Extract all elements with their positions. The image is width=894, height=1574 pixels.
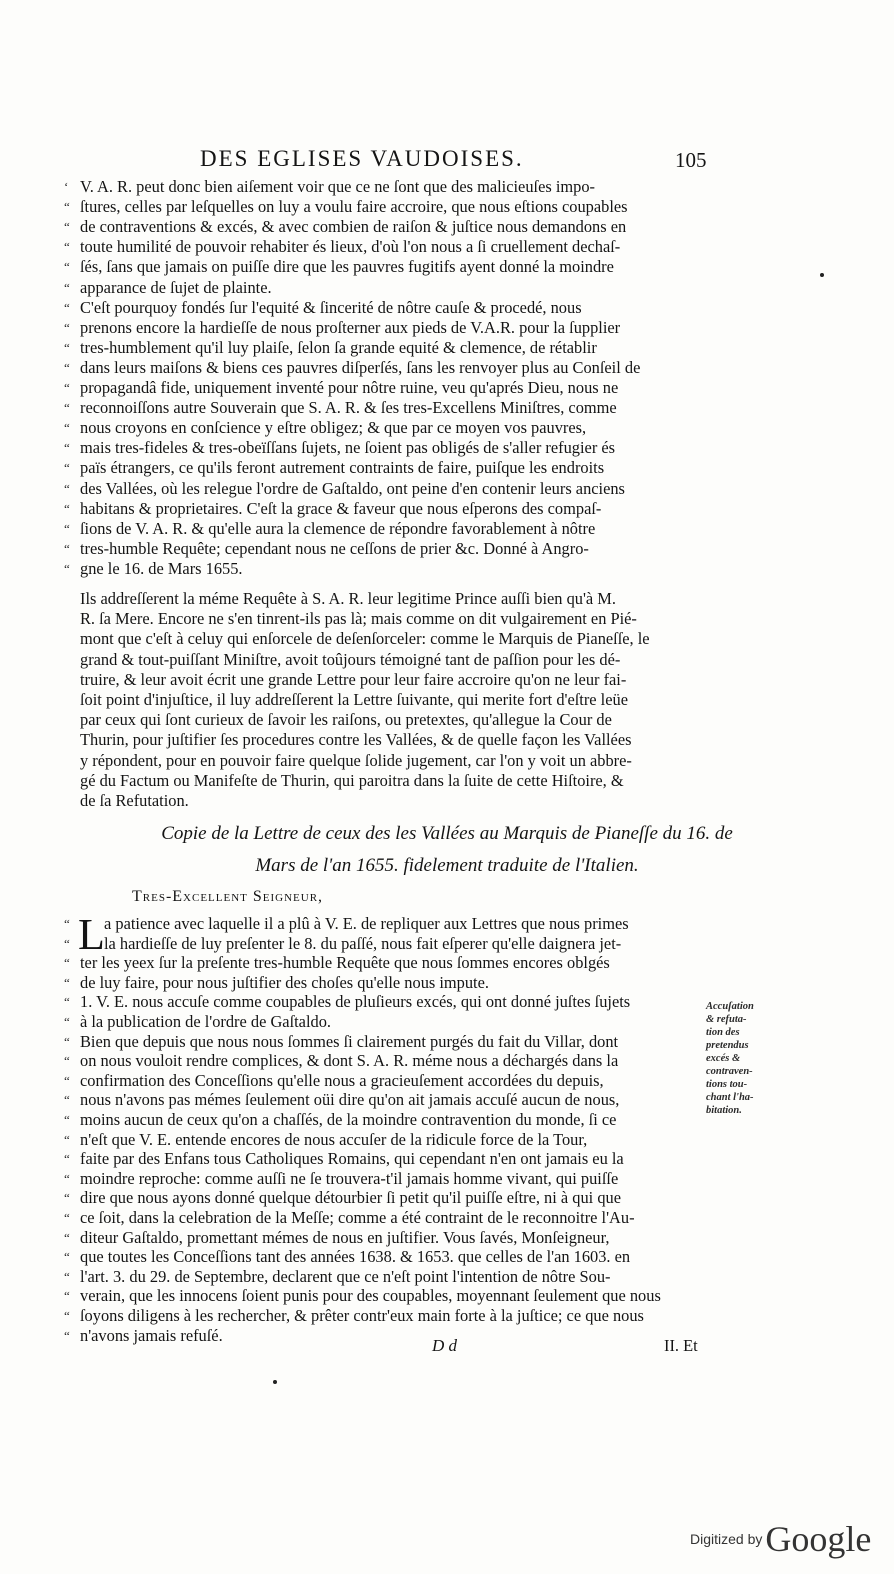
- line-text: dans leurs maiſons & biens ces pauvres diſperſés, ſans les renvoyer plus au Conſeil de: [80, 357, 641, 377]
- quote-mark: “: [64, 460, 70, 476]
- line-text: V. A. R. peut donc bien aiſement voir que ce ne ſont que des malicieuſes impo-: [80, 177, 595, 196]
- quote-mark: “: [64, 1131, 70, 1147]
- quote-mark: “: [64, 935, 70, 951]
- letter-heading-line-2: Mars de l'an 1655. fidelement traduite de l'Italien.: [255, 855, 639, 876]
- quote-mark: “: [64, 359, 70, 375]
- line-text: dire que nous ayons donné quelque détourbier ſi petit qu'il puiſſe eſtre, ni à qui que: [80, 1188, 621, 1208]
- page-number: 105: [675, 148, 707, 172]
- line-text: ſtures, celles par leſquelles on luy a voulu faire accroire, que nous eſtions coupables: [80, 197, 628, 217]
- line-text: païs étrangers, ce qu'ils feront autrement contraints de faire, puiſque les endroits: [80, 458, 605, 478]
- line-text: 1. V. E. nous accuſe comme coupables de pluſieurs excés, qui ont donné juſtes ſujets: [80, 992, 631, 1012]
- quote-mark: “: [64, 259, 70, 275]
- quote-mark: “: [64, 219, 70, 235]
- line-text: a patience avec laquelle il a plû à V. E. de repliquer aux Lettres que nous primes: [104, 914, 629, 933]
- line-text: reconnoiſſons autre Souverain que S. A. R. & ſes tres-Excellens Miniſtres, comme: [80, 398, 617, 418]
- quote-mark: “: [64, 1229, 70, 1245]
- quote-mark: “: [64, 279, 70, 295]
- quote-mark: “: [64, 1053, 70, 1069]
- line-text: tres-humble Requête; cependant nous ne ceſſons de prier &c. Donné à Angro-: [80, 538, 589, 558]
- quote-mark: “: [64, 1268, 70, 1284]
- line-text: on nous vouloit rendre complices, & dont S. A. R. méme nous a déchargés dans la: [80, 1051, 619, 1071]
- margin-note-line: tions tou-: [706, 1079, 748, 1090]
- quote-mark: “: [64, 500, 70, 516]
- quote-mark: “: [64, 1014, 70, 1029]
- line-text: truire, & leur avoit écrit une grande Lettre pour leur faire accroire qu'on ne leur fai-: [80, 669, 627, 689]
- line-text: de ſa Refutation.: [80, 791, 189, 810]
- quote-mark: “: [64, 1151, 70, 1167]
- quote-mark: “: [64, 974, 70, 990]
- quote-mark: “: [64, 1190, 70, 1206]
- watermark-label: Digitized by: [690, 1531, 763, 1547]
- quote-mark: “: [64, 994, 70, 1010]
- margin-note-line: Accuſation: [706, 1001, 754, 1012]
- margin-note-line: pretendus: [706, 1040, 749, 1051]
- line-text: à la publication de l'ordre de Gaſtaldo.: [80, 1012, 331, 1031]
- quote-mark: “: [64, 420, 70, 436]
- line-text: gé du Factum ou Manifeſte de Thurin, qui paroitra dans la ſuite de cette Hiſtoire, &: [80, 770, 624, 790]
- quote-mark: “: [64, 1033, 70, 1049]
- line-text: nous n'avons pas mémes ſeulement oüi dire qu'on ait jamais accuſé aucun de nous,: [80, 1090, 620, 1110]
- margin-note: [706, 1000, 786, 1117]
- line-text: tres-humblement qu'il luy plaiſe, ſelon ſa grande equité & clemence, de rétablir: [80, 337, 597, 357]
- quote-mark: “: [64, 1308, 70, 1323]
- line-text: verain, que les innocens ſoient punis pour des coupables, moyennant ſeulement que nous: [80, 1286, 661, 1306]
- line-text: moins aucun de ceux qu'on a chaſſés, de la moindre contravention du monde, ſi ce: [80, 1110, 617, 1129]
- ink-speck: [820, 273, 824, 277]
- line-text: de luy faire, pour nous juſtifier des choſes qu'elle nous impute.: [80, 972, 489, 992]
- quote-mark: “: [64, 1249, 70, 1265]
- quote-mark: “: [64, 1072, 70, 1088]
- letter-heading-line-1: Copie de la Lettre de ceux des les Vallées au Marquis de Pianeſſe du 16. de: [161, 823, 733, 844]
- quote-mark: “: [64, 1210, 70, 1225]
- quote-mark: “: [64, 480, 70, 496]
- quote-mark: “: [64, 560, 70, 576]
- quote-mark: “: [64, 1170, 70, 1186]
- quote-mark: “: [64, 299, 70, 315]
- line-text: des Vallées, où les relegue l'ordre de Gaſtaldo, ont peine d'en contenir leurs anciens: [80, 478, 625, 498]
- running-title: DES EGLISES VAUDOISES.: [200, 146, 524, 171]
- line-text: Bien que depuis que nous nous ſommes ſi clairement purgés du fait du Villar, dont: [80, 1031, 619, 1051]
- salutation: Tres-Excellent Seigneur,: [132, 888, 324, 905]
- line-text: ſoit point d'injuſtice, il luy addreſſerent la Lettre ſuivante, qui merite fort d'eſtre leüe: [80, 690, 628, 709]
- line-text: y répondent, pour en pouvoir faire quelque ſolide jugement, car l'on y voit un abbre-: [80, 750, 632, 770]
- line-text: de contraventions & excés, & avec combien de raiſon & juſtice nous demandons en: [80, 217, 627, 237]
- ink-speck: [273, 1380, 277, 1384]
- line-text: prenons encore la hardieſſe de nous proſterner aux pieds de V.A.R. pour la ſupplier: [80, 317, 621, 337]
- line-text: confirmation des Conceſſions qu'elle nous a gracieuſement accordées du depuis,: [80, 1070, 604, 1090]
- quote-mark: “: [64, 540, 70, 556]
- quote-mark: “: [64, 400, 70, 416]
- quote-mark: “: [64, 1327, 70, 1343]
- margin-note-line: contraven-: [706, 1066, 753, 1077]
- quote-mark: “: [64, 520, 70, 536]
- line-text: ſés, ſans que jamais on puiſſe dire que les pauvres fugitifs ayent donné la moindre: [80, 257, 614, 277]
- line-text: C'eſt pourquoy fondés ſur l'equité & ſincerité de nôtre cauſe & procedé, nous: [80, 297, 582, 317]
- quote-mark: “: [64, 955, 70, 971]
- quote-mark: “: [64, 239, 70, 255]
- signature-mark: D d: [432, 1336, 458, 1355]
- margin-note-line: chant l'ha-: [706, 1092, 754, 1103]
- line-text: que toutes les Conceſſions tant des années 1638. & 1653. que celles de l'an 1603. en: [80, 1247, 631, 1267]
- line-text: toute humilité de pouvoir rehabiter és lieux, d'où l'on nous a ſi cruellement dechaſ-: [80, 237, 621, 257]
- quote-mark: ‘: [64, 179, 69, 194]
- line-text: n'eſt que V. E. entende encores de nous accuſer de la ridicule force de la Tour,: [80, 1129, 588, 1149]
- line-text: ter les yeex ſur la preſente tres-humble Requête que nous ſommes encores oblgés: [80, 953, 610, 973]
- google-watermark: [690, 1518, 871, 1560]
- line-text: apparance de ſujet de plainte.: [80, 277, 272, 297]
- quote-mark: “: [64, 339, 70, 355]
- margin-note-line: excés &: [706, 1053, 741, 1064]
- line-text: diteur Gaſtaldo, promettant mémes de nous en juſtifier. Vous ſavés, Monſeigneur,: [80, 1227, 610, 1247]
- quote-mark: “: [64, 380, 70, 395]
- line-text: moindre reproche: comme auſſi ne ſe trouvera-t'il jamais homme vivant, qui puiſſe: [80, 1168, 619, 1188]
- quote-mark: “: [64, 199, 70, 215]
- google-logo: Google: [765, 1519, 872, 1559]
- page-footer: [0, 1336, 894, 1360]
- quote-mark: “: [64, 1112, 70, 1127]
- margin-note-line: & refuta-: [706, 1014, 747, 1025]
- line-text: n'avons jamais refuſé.: [80, 1325, 223, 1345]
- drop-cap: L: [78, 910, 105, 959]
- line-text: par ceux qui ſont curieux de ſavoir les raiſons, ou pretextes, qu'allegue la Cour de: [80, 710, 612, 730]
- line-text: ſions de V. A. R. & qu'elle aura la clemence de répondre favorablement à nôtre: [80, 518, 596, 538]
- quote-mark: “: [64, 440, 70, 456]
- line-text: gne le 16. de Mars 1655.: [80, 558, 243, 578]
- quote-mark: “: [64, 319, 70, 335]
- margin-note-line: tion des: [706, 1027, 740, 1038]
- line-text: l'art. 3. du 29. de Septembre, declarent que ce n'eſt point l'intention de nôtre Sou-: [80, 1266, 611, 1286]
- line-text: ce ſoit, dans la celebration de la Meſſe; comme a été contraint de le reconnoitre l'Au-: [80, 1208, 635, 1227]
- line-text: habitans & proprietaires. C'eſt la grace & faveur que nous eſperons des compaſ-: [80, 498, 602, 518]
- catchword: II. Et: [664, 1336, 698, 1355]
- quote-mark: “: [64, 1288, 70, 1304]
- line-text: faite par des Enfans tous Catholiques Romains, qui cependant n'en ont jamais eu la: [80, 1149, 624, 1169]
- quote-mark: “: [64, 1092, 70, 1108]
- line-text: mont que c'eſt à celuy qui enſorcele de deſenſorceler: comme le Marquis de Pianeſſe, le: [80, 629, 650, 649]
- line-text: la hardieſſe de luy preſenter le 8. du paſſé, nous fait eſperer qu'elle daignera jet-: [104, 933, 622, 953]
- line-text: Ils addreſſerent la méme Requête à S. A. R. leur legitime Prince auſſi bien qu'à M.: [80, 589, 616, 608]
- line-text: Thurin, pour juſtifier ſes procedures contre les Vallées, & de quelle façon les Vallées: [80, 730, 632, 750]
- page-header: [0, 146, 894, 180]
- line-text: R. ſa Mere. Encore ne s'en tinrent-ils pas là; mais comme on dit vulgairement en Pié-: [80, 609, 637, 629]
- line-text: grand & tout-puiſſant Miniſtre, avoit toûjours témoigné tant de paſſion pour les dé-: [80, 649, 621, 669]
- quote-mark: “: [64, 916, 70, 931]
- line-text: nous croyons en conſcience y eſtre obligez; & que par ce moyen vos pauvres,: [80, 418, 587, 438]
- line-text: ſoyons diligens à les rechercher, & prêter contr'eux main forte à la juſtice; ce que nous: [80, 1306, 644, 1325]
- line-text: propagandâ fide, uniquement inventé pour nôtre ruine, veu qu'aprés Dieu, nous ne: [80, 378, 619, 397]
- line-text: mais tres-fideles & tres-obeïſſans ſujets, ne ſoient pas obligés de s'aller refugier és: [80, 438, 616, 458]
- margin-note-line: bitation.: [706, 1105, 742, 1116]
